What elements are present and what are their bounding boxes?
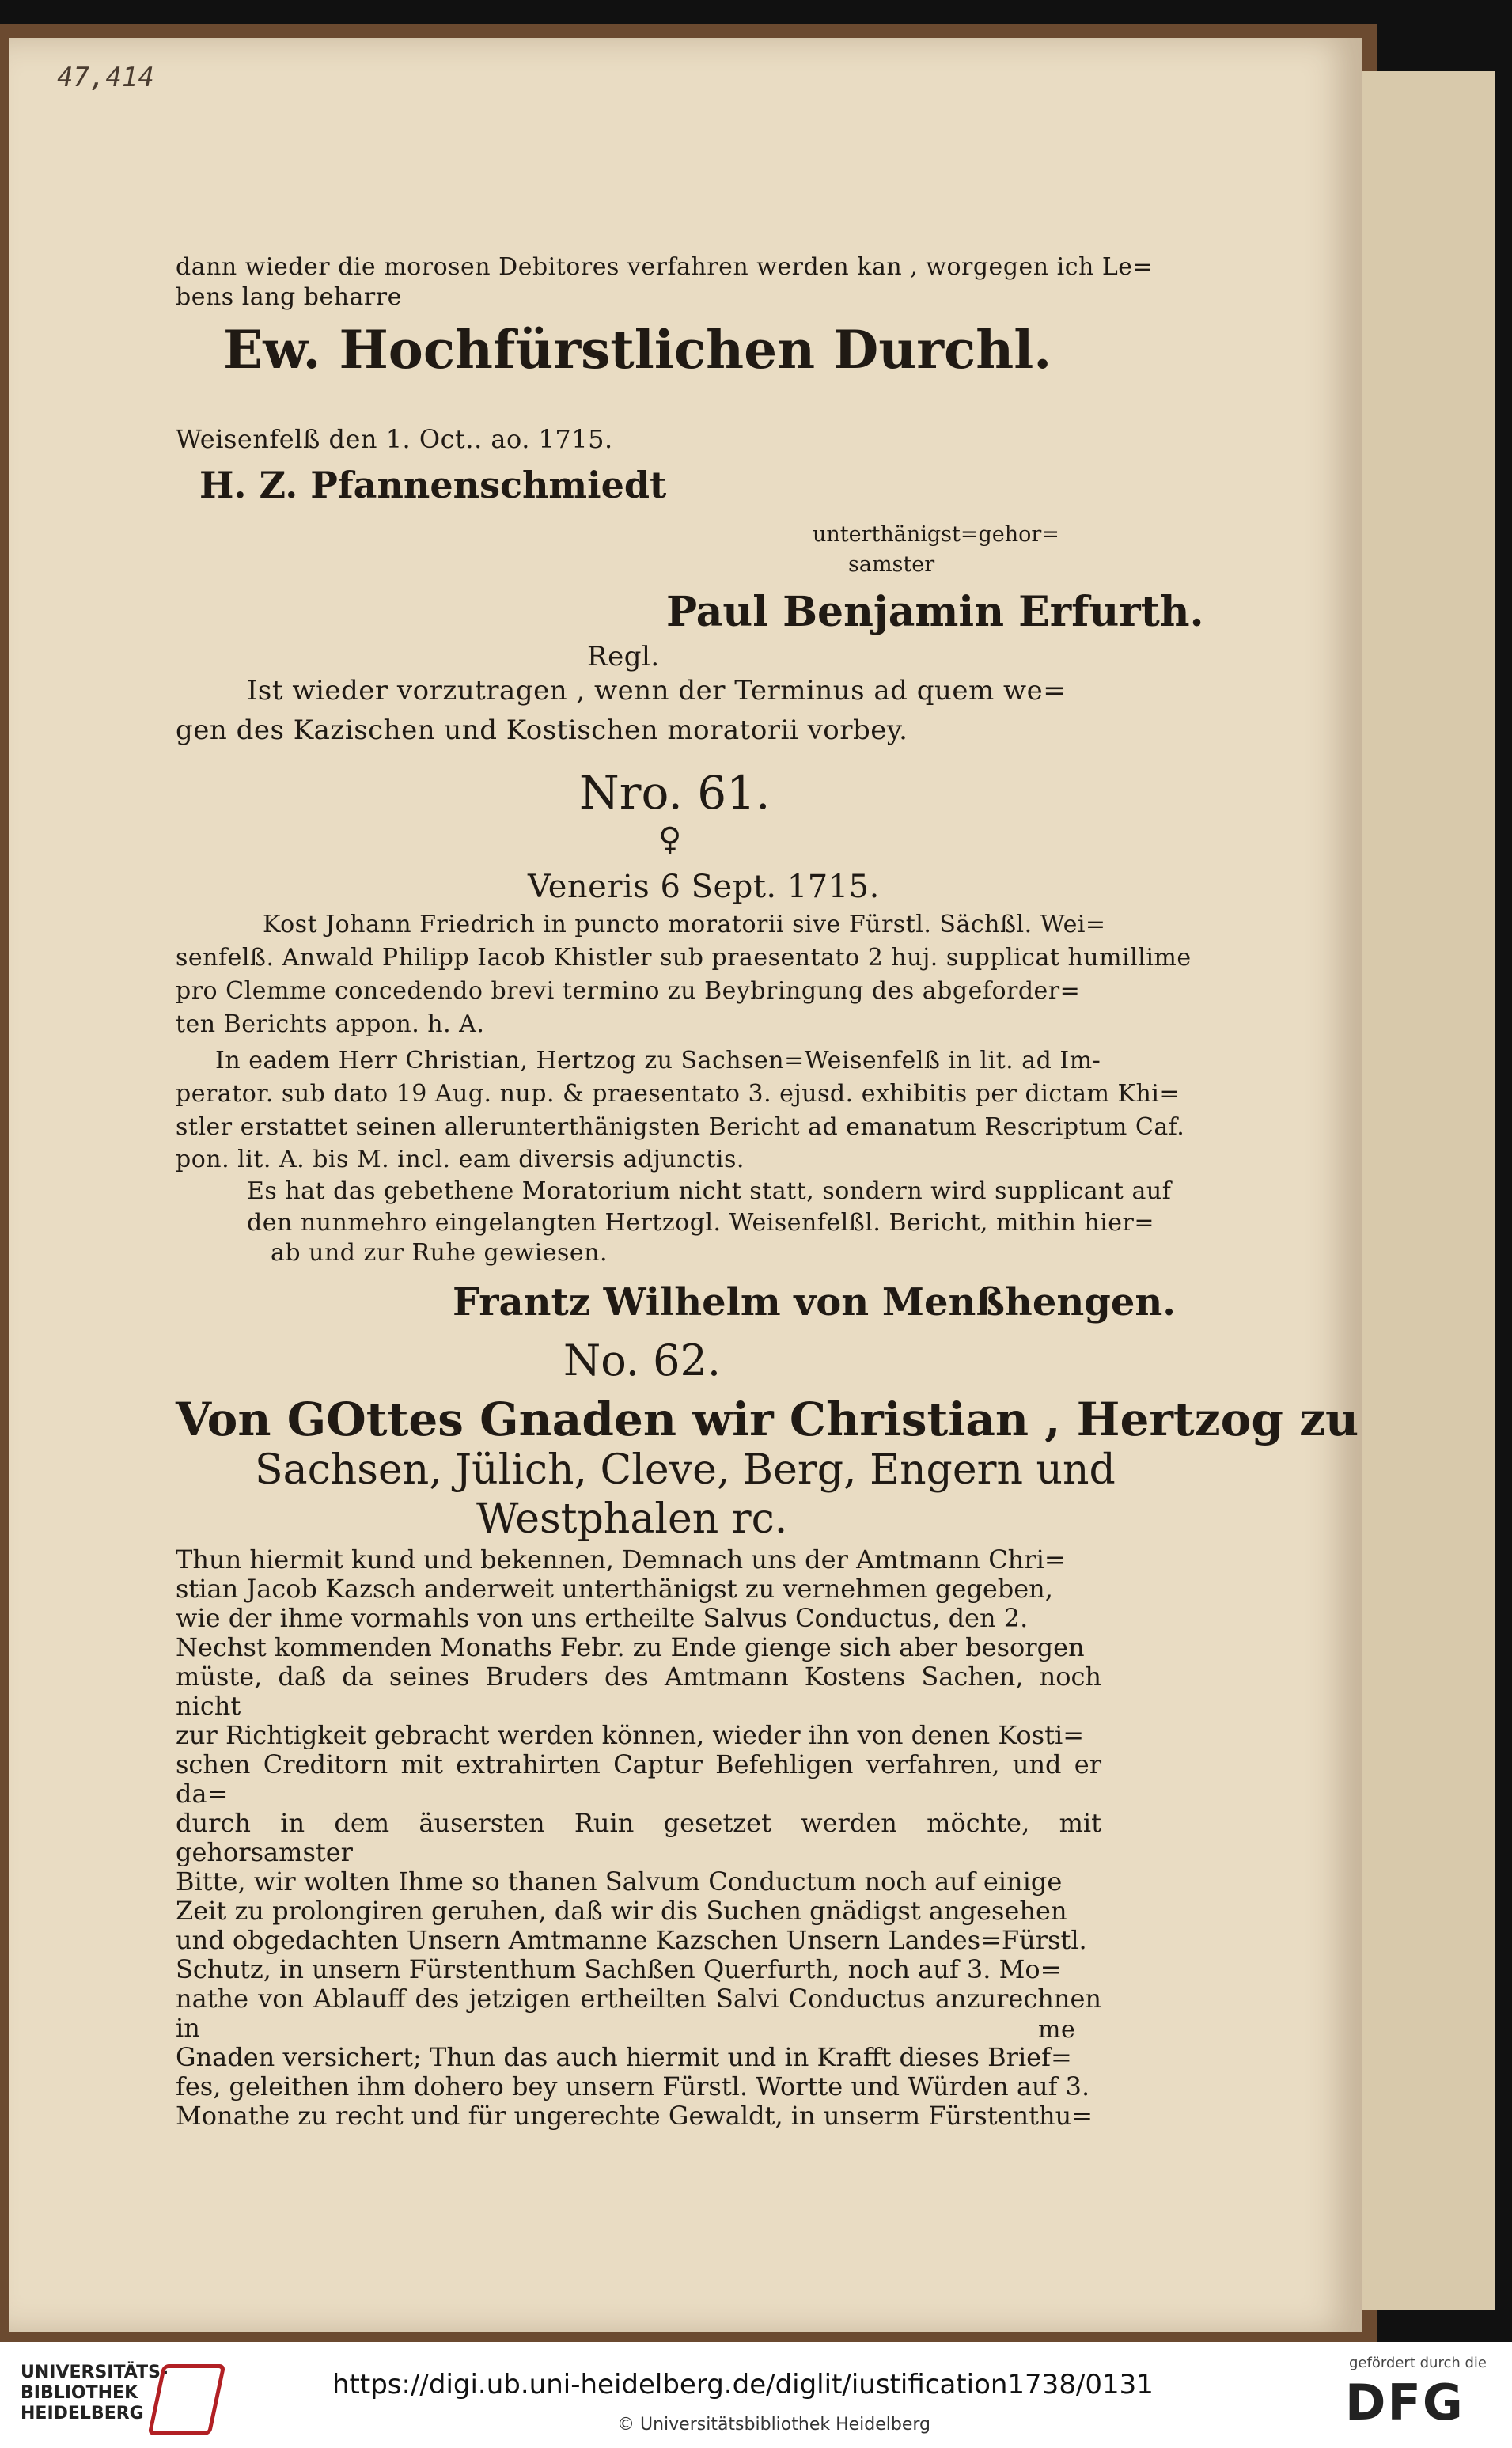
body-line: Nechst kommenden Monaths Febr. zu Ende gienge sich aber besorgen [176, 1632, 1085, 1662]
decree-heading: Von GOttes Gnaden wir Christian , Hertzog zu [176, 1393, 1359, 1446]
body-line: Schutz, in unsern Fürstenthum Sachßen Querfurth, noch auf 3. Mo= [176, 1954, 1062, 1984]
text-line: Ist wieder vorzutragen , wenn der Terminus ad quem we= [247, 675, 1067, 707]
body-line: wie der ihme vormahls von uns ertheilte Salvus Conductus, den 2. [176, 1603, 1029, 1633]
body-line: Gnaden versichert; Thun das auch hiermit und in Krafft dieses Brief= [176, 2042, 1072, 2072]
signature-name: Frantz Wilhelm von Menßhengen. [453, 1280, 1176, 1324]
body-line: fes, geleithen ihm dohero bey unsern Fürstl. Wortte und Würden auf 3. [176, 2071, 1090, 2101]
venus-symbol: ♀ [658, 821, 682, 858]
text-line: dann wieder die morosen Debitores verfahren werden kan , worgegen ich Le= [176, 253, 1154, 281]
document-page [9, 38, 1362, 2332]
body-line: durch in dem äusersten Ruin gesetzet werden möchte, mit gehorsamster [176, 1808, 1101, 1867]
text-line: Kost Johann Friedrich in puncto moratorii sive Fürstl. Sächßl. Wei= [263, 911, 1106, 938]
dfg-logo[interactable]: DFG [1345, 2374, 1465, 2431]
shelfmark: 47,414 [57, 62, 154, 93]
body-line: Thun hiermit kund und bekennen, Demnach uns der Amtmann Chri= [176, 1544, 1066, 1575]
section-number: No. 62. [563, 1336, 722, 1385]
permalink[interactable]: https://digi.ub.uni-heidelberg.de/diglit/iustification1738/0131 [332, 2369, 1154, 2401]
logo-text: BIBLIOTHEK [21, 2383, 138, 2403]
text-line: ten Berichts appon. h. A. [176, 1010, 485, 1038]
salutation-heading: Ew. Hochfürstlichen Durchl. [223, 319, 1052, 381]
copyright-notice: © Universitätsbibliothek Heidelberg [617, 2415, 931, 2435]
signature-name: Paul Benjamin Erfurth. [666, 588, 1204, 636]
decree-body [176, 1545, 1101, 2131]
body-line: Bitte, wir wolten Ihme so thanen Salvum Conductum noch auf einige [176, 1866, 1063, 1897]
text-line: pon. lit. A. bis M. incl. eam diversis adjunctis. [176, 1146, 745, 1173]
library-logo[interactable] [21, 2363, 168, 2424]
text-line: unterthänigst=gehor= [813, 522, 1059, 547]
text-line: perator. sub dato 19 Aug. nup. & praesentato 3. ejusd. exhibitis per dictam Khi= [176, 1080, 1180, 1108]
body-line: nathe von Ablauff des jetzigen ertheilten Salvi Conductus anzurechnen in [176, 1984, 1101, 2043]
text-line: stler erstattet seinen allerunterthänigsten Bericht ad emanatum Rescriptum Caf. [176, 1113, 1185, 1141]
logo-text: UNIVERSITÄTS- [21, 2363, 169, 2382]
signature-name: H. Z. Pfannenschmiedt [199, 464, 667, 506]
text-line: den nunmehro eingelangten Hertzogl. Weisenfelßl. Bericht, mithin hier= [247, 1209, 1154, 1237]
text-line: In eadem Herr Christian, Hertzog zu Sachsen=Weisenfelß in lit. ad Im- [215, 1047, 1101, 1074]
place-date: Weisenfelß den 1. Oct.. ao. 1715. [176, 424, 613, 454]
logo-text: HEIDELBERG [21, 2404, 144, 2423]
catchword: me [1038, 2016, 1076, 2044]
section-number: Nro. 61. [579, 766, 771, 820]
date-line: Veneris 6 Sept. 1715. [528, 869, 880, 905]
text-line: Es hat das gebethene Moratorium nicht statt, sondern wird supplicant auf [247, 1177, 1172, 1205]
body-line: Monathe zu recht und für ungerechte Gewaldt, in unserm Fürstenthu= [176, 2101, 1093, 2131]
text-line: gen des Kazischen und Kostischen moratorii vorbey. [176, 714, 908, 746]
footer-bar [0, 2342, 1512, 2448]
decree-heading: Sachsen, Jülich, Cleve, Berg, Engern und [255, 1446, 1116, 1494]
text-line: Regl. [587, 641, 660, 673]
body-line: schen Creditorn mit extrahirten Captur Befehligen verfahren, und er da= [176, 1749, 1101, 1809]
text-line: pro Clemme concedendo brevi termino zu Beybringung des abgeforder= [176, 977, 1081, 1005]
funding-note: gefördert durch die [1349, 2355, 1487, 2371]
body-line: und obgedachten Unsern Amtmanne Kazschen Unsern Landes=Fürstl. [176, 1925, 1087, 1955]
text-line: bens lang beharre [176, 283, 402, 311]
body-line: Zeit zu prolongiren geruhen, daß wir dis Suchen gnädigst angesehen [176, 1896, 1067, 1926]
text-line: samster [848, 552, 935, 577]
body-line: zur Richtigkeit gebracht werden können, wieder ihn von denen Kosti= [176, 1720, 1084, 1750]
text-line: ab und zur Ruhe gewiesen. [271, 1239, 608, 1267]
body-line: stian Jacob Kazsch anderweit unterthänigst zu vernehmen gegeben, [176, 1574, 1053, 1604]
text-line: senfelß. Anwald Philipp Iacob Khistler sub praesentato 2 huj. supplicat humillime [176, 944, 1192, 972]
facing-page-edge [1345, 71, 1495, 2310]
decree-heading: Westphalen rc. [476, 1495, 788, 1543]
body-line: müste, daß da seines Bruders des Amtmann Kostens Sachen, noch nicht [176, 1662, 1101, 1721]
